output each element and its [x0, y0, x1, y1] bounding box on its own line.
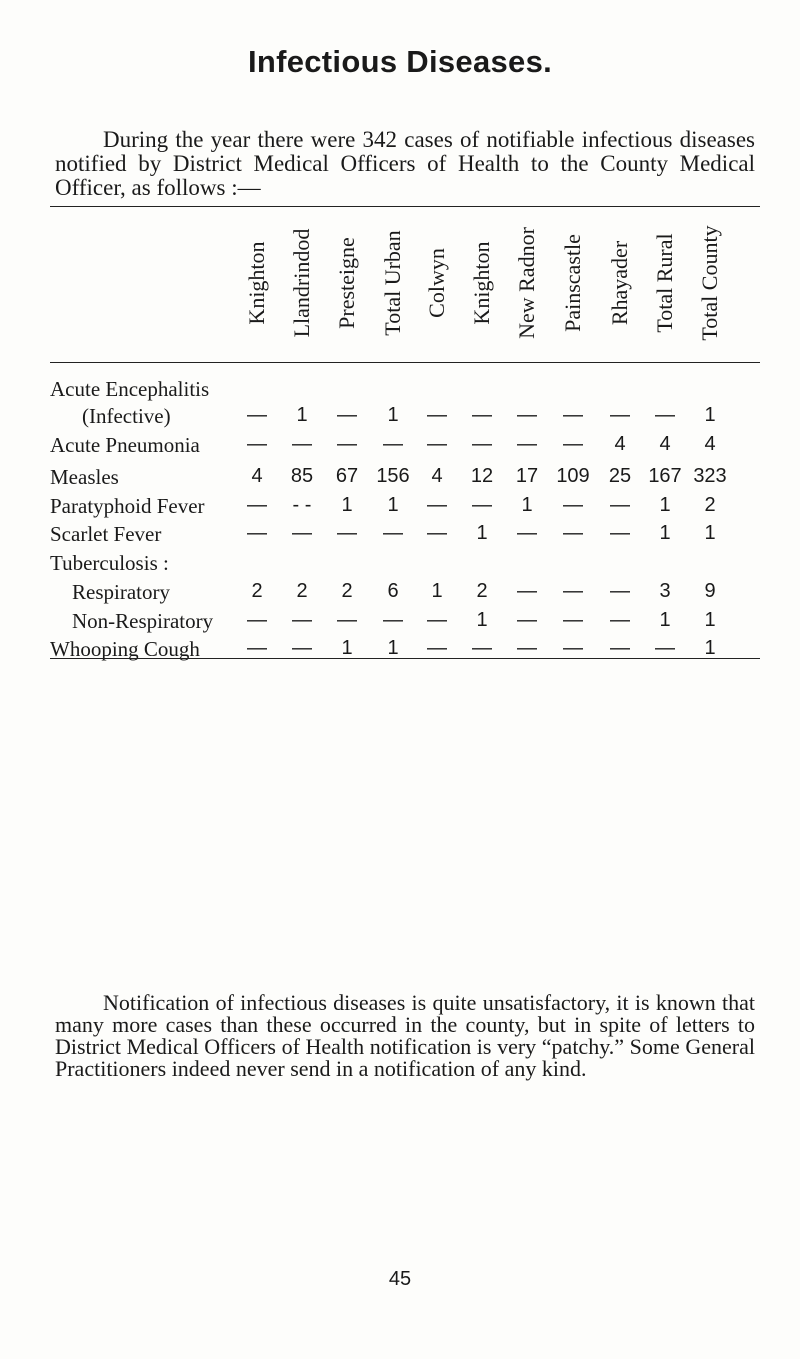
- column-header: [464, 208, 500, 358]
- column-header-label: Painscastle: [560, 234, 585, 332]
- column-header-label: Knighton: [244, 241, 269, 325]
- table-cell: 4: [251, 465, 263, 487]
- table-cell: —: [563, 494, 583, 516]
- table-cell: 4: [614, 433, 626, 455]
- column-header-label: Colwyn: [424, 248, 449, 318]
- table-cell: —: [472, 637, 492, 659]
- table-cell: —: [383, 522, 403, 544]
- table-cell: —: [292, 433, 312, 455]
- table-cell: 1: [521, 494, 533, 516]
- table-cell: —: [610, 494, 630, 516]
- table-cell: 2: [476, 580, 488, 602]
- row-label: Measles: [50, 465, 119, 489]
- table-cell: —: [247, 522, 267, 544]
- table-cell: 323: [693, 465, 727, 487]
- column-header: [329, 208, 365, 358]
- row-label: (Infective): [82, 404, 171, 428]
- table-cell: 1: [659, 609, 671, 631]
- table-cell: —: [610, 637, 630, 659]
- table-cell: 6: [387, 580, 399, 602]
- column-header-label: Knighton: [469, 241, 494, 325]
- table-bottom-rule: [50, 658, 760, 659]
- table-cell: —: [610, 404, 630, 426]
- table-cell: 1: [704, 404, 716, 426]
- column-header: [647, 208, 683, 358]
- table-cell: —: [427, 637, 447, 659]
- table-cell: —: [655, 637, 675, 659]
- table-cell: 3: [659, 580, 671, 602]
- column-header-label: Total County: [697, 225, 722, 341]
- column-header: [375, 208, 411, 358]
- row-label: Acute Encephalitis: [50, 377, 210, 401]
- column-header-label: Total Urban: [380, 230, 405, 336]
- table-cell: 2: [341, 580, 353, 602]
- column-header-label: Total Rural: [652, 233, 677, 333]
- column-header-label: New Radnor: [514, 227, 539, 339]
- table-cell: —: [292, 637, 312, 659]
- column-header-label: Llandrindod: [289, 228, 314, 338]
- table-cell: —: [563, 609, 583, 631]
- table-cell: 12: [470, 465, 494, 487]
- table-cell: —: [655, 404, 675, 426]
- table-cell: 25: [608, 465, 632, 487]
- column-header: [419, 208, 455, 358]
- table-cell: 2: [704, 494, 716, 516]
- table-cell: —: [563, 522, 583, 544]
- table-cell: —: [383, 609, 403, 631]
- table-cell: —: [563, 404, 583, 426]
- table-cell: —: [247, 433, 267, 455]
- table-cell: —: [427, 494, 447, 516]
- table-cell: —: [517, 433, 537, 455]
- table-cell: 17: [515, 465, 539, 487]
- table-cell: 109: [556, 465, 590, 487]
- table-cell: 1: [387, 637, 399, 659]
- table-cell: —: [610, 580, 630, 602]
- row-label: Paratyphoid Fever: [50, 494, 205, 518]
- table-cell: —: [563, 433, 583, 455]
- table-cell: 9: [704, 580, 716, 602]
- table-cell: 1: [659, 522, 671, 544]
- table-cell: 67: [335, 465, 359, 487]
- table-cell: —: [517, 522, 537, 544]
- table-cell: 4: [659, 433, 671, 455]
- table-cell: —: [247, 637, 267, 659]
- table-cell: —: [337, 404, 357, 426]
- table-cell: —: [517, 404, 537, 426]
- table-cell: —: [563, 580, 583, 602]
- table-cell: 1: [296, 404, 308, 426]
- table-cell: —: [563, 637, 583, 659]
- column-header-label: Presteigne: [334, 237, 359, 329]
- table-cell: —: [472, 433, 492, 455]
- column-header-label: Rhayader: [607, 240, 632, 326]
- intro-paragraph: During the year there were 342 cases of notifiable infectious diseases notified by District Medical Officers of Health to the County Medical Officer, as follows :—: [55, 127, 755, 200]
- table-cell: 167: [648, 465, 682, 487]
- table-header-rule: [50, 362, 760, 363]
- table-cell: —: [247, 609, 267, 631]
- column-header: [284, 208, 320, 358]
- table-cell: —: [517, 637, 537, 659]
- table-cell: 2: [251, 580, 263, 602]
- table-cell: 1: [659, 494, 671, 516]
- table-cell: 1: [704, 637, 716, 659]
- table-cell: 1: [431, 580, 443, 602]
- column-header: [509, 208, 545, 358]
- page-number: 45: [388, 1268, 412, 1290]
- table-cell: —: [472, 404, 492, 426]
- table-cell: —: [427, 433, 447, 455]
- row-label: Whooping Cough: [50, 637, 200, 661]
- column-header: [555, 208, 591, 358]
- row-label: Acute Pneumonia: [50, 433, 200, 457]
- table-cell: —: [472, 494, 492, 516]
- table-cell: —: [337, 433, 357, 455]
- table-cell: 1: [476, 609, 488, 631]
- table-cell: —: [383, 433, 403, 455]
- table-cell: 1: [341, 494, 353, 516]
- column-header: [692, 208, 728, 358]
- column-header: [239, 208, 275, 358]
- table-cell: —: [247, 404, 267, 426]
- table-cell: —: [337, 522, 357, 544]
- table-cell: 1: [704, 522, 716, 544]
- table-cell: —: [610, 522, 630, 544]
- row-label: Respiratory: [72, 580, 170, 604]
- table-cell: - -: [292, 494, 312, 516]
- table-cell: —: [517, 580, 537, 602]
- row-label: Tuberculosis :: [50, 551, 169, 575]
- table-cell: —: [292, 609, 312, 631]
- row-label: Scarlet Fever: [50, 522, 162, 546]
- table-cell: 1: [704, 609, 716, 631]
- table-cell: —: [247, 494, 267, 516]
- table-cell: 156: [376, 465, 410, 487]
- row-label: Non-Respiratory: [72, 609, 214, 633]
- table-cell: 1: [387, 404, 399, 426]
- table-cell: —: [427, 522, 447, 544]
- table-cell: 1: [341, 637, 353, 659]
- column-header: [602, 208, 638, 358]
- table-cell: 4: [704, 433, 716, 455]
- page-title: Infectious Diseases.: [247, 44, 553, 79]
- table-cell: —: [427, 609, 447, 631]
- table-cell: —: [337, 609, 357, 631]
- table-cell: 1: [476, 522, 488, 544]
- table-cell: —: [427, 404, 447, 426]
- table-cell: 1: [387, 494, 399, 516]
- footer-paragraph: Notification of infectious diseases is quite unsatisfactory, it is known that many more cases than these occurred in the county, but in spite of letters to District Medical Officers of Health notification is very “patchy.” Some General Practitioners indeed never send in a notification of any kind.: [55, 990, 755, 1081]
- table-top-rule: [50, 206, 760, 207]
- table-cell: —: [610, 609, 630, 631]
- table-cell: —: [517, 609, 537, 631]
- table-cell: 2: [296, 580, 308, 602]
- table-cell: 4: [431, 465, 443, 487]
- table-cell: —: [292, 522, 312, 544]
- table-cell: 85: [290, 465, 314, 487]
